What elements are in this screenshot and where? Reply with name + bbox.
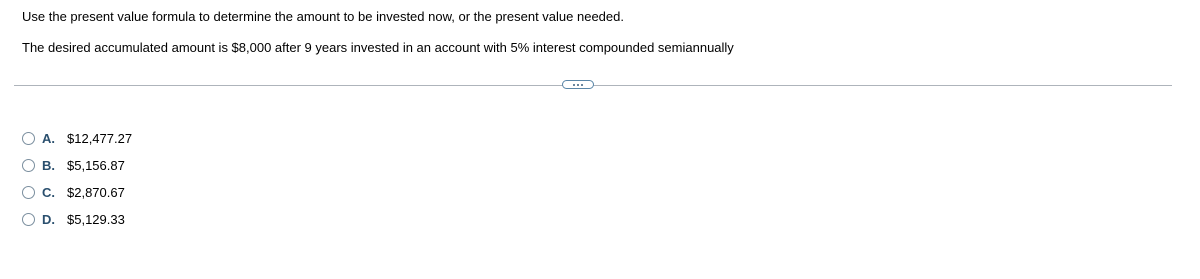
ellipsis-icon: [573, 84, 583, 86]
option-value: $2,870.67: [67, 185, 125, 200]
radio-button-icon[interactable]: [22, 213, 35, 226]
radio-button-icon[interactable]: [22, 132, 35, 145]
option-value: $12,477.27: [67, 131, 133, 146]
answer-option-d[interactable]: [22, 206, 132, 233]
expand-more-button[interactable]: [562, 80, 594, 89]
option-letter: B.: [42, 158, 55, 173]
option-letter: D.: [42, 212, 55, 227]
radio-button-icon[interactable]: [22, 186, 35, 199]
answer-option-c[interactable]: [22, 179, 132, 206]
option-letter: C.: [42, 185, 55, 200]
question-instruction: Use the present value formula to determine the amount to be invested now, or the present value needed.: [22, 9, 624, 24]
option-value: $5,156.87: [67, 158, 125, 173]
answer-option-b[interactable]: [22, 152, 132, 179]
radio-button-icon[interactable]: [22, 159, 35, 172]
question-text: [22, 9, 734, 56]
answer-option-a[interactable]: [22, 125, 132, 152]
option-value: $5,129.33: [67, 212, 125, 227]
answer-options: [22, 125, 132, 233]
option-letter: A.: [42, 131, 55, 146]
question-problem: The desired accumulated amount is $8,000 after 9 years invested in an account with 5% interest compounded semiannually: [22, 40, 734, 55]
